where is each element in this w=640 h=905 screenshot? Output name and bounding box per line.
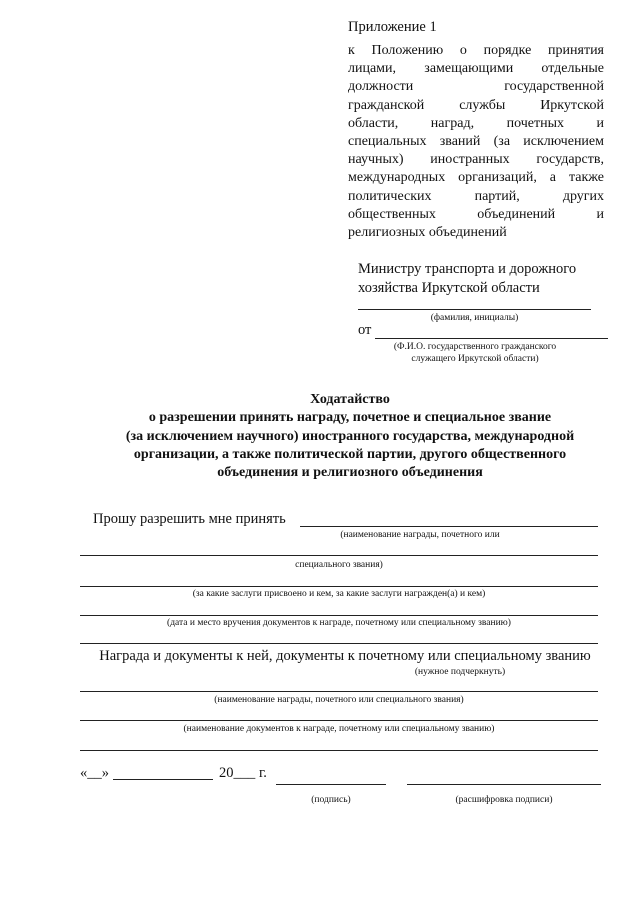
- addressee-line: Министру транспорта и дорожного: [358, 261, 577, 277]
- request-label: Прошу разрешить мне принять: [93, 511, 286, 527]
- year-prefix: 20: [219, 765, 234, 781]
- caption-award: (наименование награды, почетного или: [340, 530, 500, 540]
- year-field: [219, 765, 255, 782]
- date-day-field[interactable]: __: [87, 765, 102, 781]
- addressee-line: хозяйства Иркутской области: [358, 279, 540, 296]
- appendix-line: религиозных объединений: [348, 225, 507, 241]
- appendix-line: лицами, замещающими отдельные: [348, 61, 604, 77]
- name-caption: (фамилия, инициалы): [430, 313, 519, 323]
- caption-signature: (подпись): [311, 795, 351, 805]
- caption-decoding: (расшифровка подписи): [455, 795, 553, 805]
- from-caption-line: служащего Иркутской области): [411, 354, 539, 364]
- extra-input-line[interactable]: [80, 643, 598, 644]
- from-caption: [375, 341, 575, 365]
- appendix-line: политических партий, других: [348, 188, 604, 204]
- title-line: о разрешении принять награду, почетное и специальное звание: [148, 410, 552, 426]
- title-line: организации, а также политической партии, другого общественного: [133, 446, 567, 462]
- addressee: [358, 260, 576, 297]
- documents-extra-input-line[interactable]: [80, 750, 598, 751]
- signature-decoding-line[interactable]: [407, 784, 601, 785]
- appendix-line: международных организаций, а также: [348, 170, 604, 186]
- from-caption-line: (Ф.И.О. государственного гражданского: [393, 342, 557, 352]
- award-name-input-line[interactable]: [80, 691, 598, 692]
- appendix-line: научных) иностранных государств,: [348, 152, 604, 168]
- award-input-line-2[interactable]: [80, 555, 598, 556]
- appendix-line: области, наград, почетных и: [348, 115, 604, 131]
- caption-merit: (за какие заслуги присвоено и кем, за какие заслуги награжден(а) и кем): [192, 589, 486, 599]
- title-heading: Ходатайство: [310, 392, 390, 407]
- date-place-input-line[interactable]: [80, 615, 598, 616]
- appendix-line: общественных объединений и: [348, 206, 604, 222]
- caption-documents-name: (наименование документов к награде, почетному или специальному званию): [183, 724, 495, 734]
- date-month-line[interactable]: [113, 779, 213, 780]
- from-name-line[interactable]: [375, 338, 608, 339]
- document-title: [60, 391, 640, 482]
- documents-label: Награда и документы к ней, документы к почетному или специальному званию: [99, 648, 591, 664]
- documents-name-input-line[interactable]: [80, 720, 598, 721]
- appendix-line: специальных званий (за исключением: [348, 134, 604, 150]
- date-open-quote: «: [80, 765, 88, 781]
- title-line: объединения и религиозного объединения: [217, 465, 483, 481]
- caption-award-name: (наименование награды, почетного или специального звания): [214, 695, 464, 705]
- appendix-line: к Положению о порядке принятия: [348, 43, 604, 58]
- caption-award-cont: специального звания): [295, 560, 383, 570]
- appendix-title: Приложение 1: [348, 19, 437, 35]
- award-input-line[interactable]: [300, 526, 598, 527]
- from-label: от: [358, 322, 372, 338]
- appendix-body: [348, 42, 604, 242]
- year-suffix: г.: [259, 765, 267, 781]
- date-row: [80, 765, 109, 782]
- appendix-line: гражданской службы Иркутской: [348, 97, 604, 113]
- title-line: (за исключением научного) иностранного государства, международной: [125, 428, 575, 444]
- year-gap[interactable]: ___: [233, 765, 256, 781]
- addressee-name-line[interactable]: [358, 309, 591, 310]
- caption-date-place: (дата и место вручения документов к награде, почетному или специальному званию): [167, 618, 511, 628]
- date-close-quote: »: [101, 765, 109, 781]
- caption-underline: (нужное подчеркнуть): [414, 667, 506, 677]
- appendix-line: должности государственной: [348, 79, 604, 95]
- merit-input-line[interactable]: [80, 586, 598, 587]
- signature-line[interactable]: [276, 784, 386, 785]
